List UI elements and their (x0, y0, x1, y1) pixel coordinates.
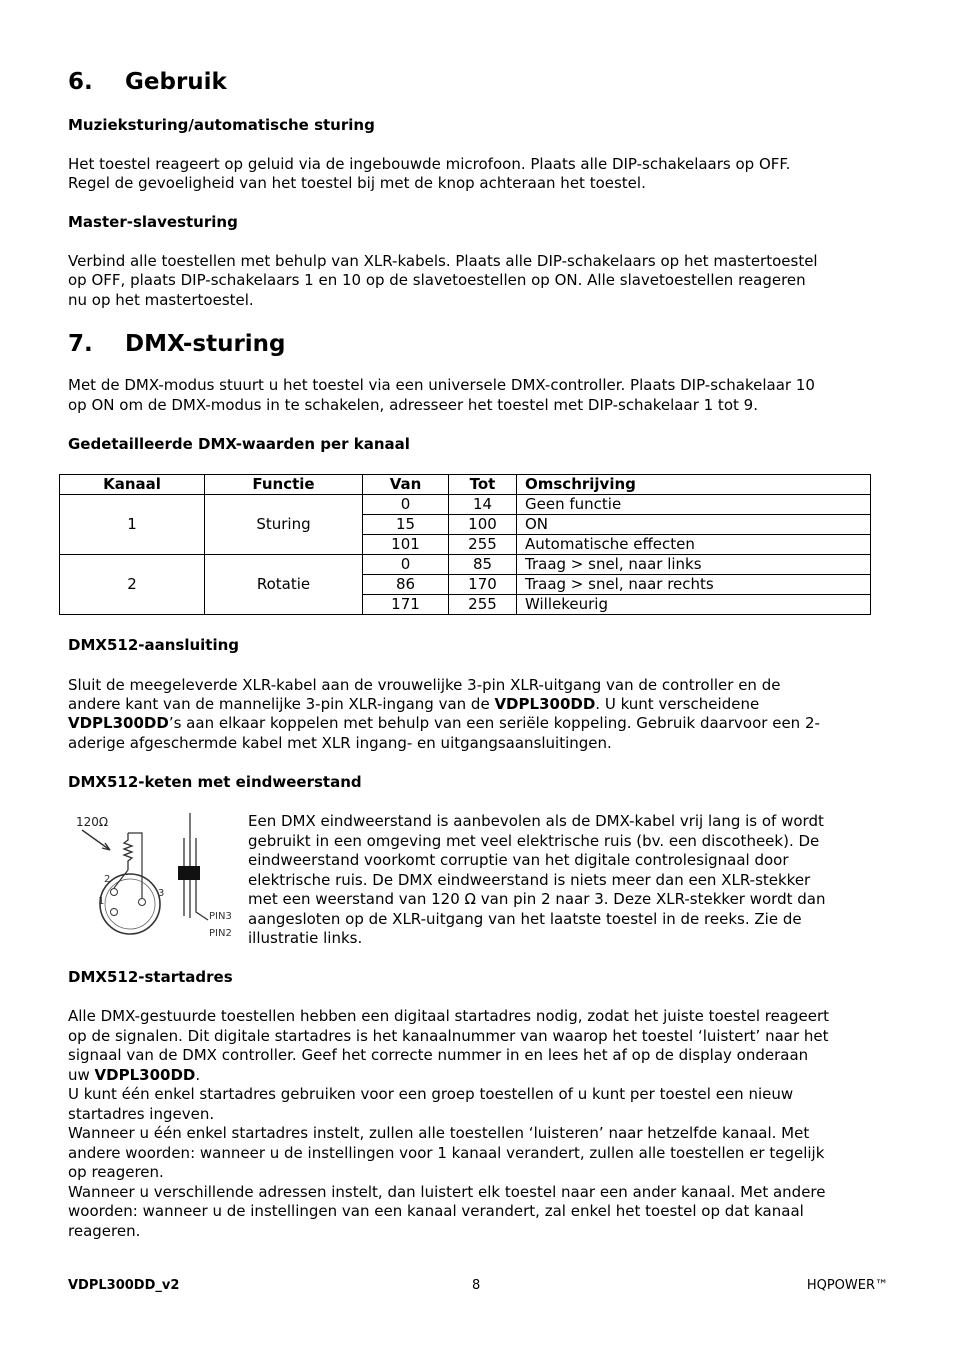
xlr-terminator-illustration (72, 808, 240, 940)
paragraph-line: woorden: wanneer u de instellingen van een kanaal verandert, zal enkel het toestel op dat kanaal (68, 1202, 804, 1220)
startadres-paragraph (68, 1007, 898, 1241)
paragraph-line: met een weerstand van 120 Ω van pin 2 naar 3. Deze XLR-stekker wordt dan (248, 890, 826, 908)
text-run: andere kant van de mannelijke 3-pin XLR-ingang van de (68, 695, 495, 713)
cell-functie: Sturing (205, 495, 363, 555)
paragraph-line: Het toestel reageert op geluid via de ingebouwde microfoon. Plaats alle DIP-schakelaars op OFF. (68, 155, 791, 173)
paragraph-line: reageren. (68, 1221, 141, 1240)
cell-omschrijving: Traag > snel, naar rechts (517, 575, 871, 595)
aansluiting-heading: DMX512-aansluiting (68, 636, 240, 654)
paragraph-line: Met de DMX-modus stuurt u het toestel via een universele DMX-controller. Plaats DIP-schakelaar 10 (68, 376, 815, 394)
music-heading: Muzieksturing/automatische sturing (68, 116, 375, 134)
cell-tot: 255 (449, 535, 517, 555)
paragraph-line: op ON om de DMX-modus in te schakelen, adresseer het toestel met DIP-schakelaar 1 tot 9. (68, 396, 758, 414)
paragraph-line: eindweerstand voorkomt corruptie van het digitale controlesignaal door (248, 851, 789, 869)
footer-brand: HQPOWER™ (806, 1278, 888, 1293)
footer-model: VDPL300DD_v2 (68, 1278, 180, 1293)
paragraph-line: gebruikt in een omgeving met veel elektrische ruis (bv. een discotheek). De (248, 831, 820, 850)
cell-van: 0 (363, 495, 449, 515)
cell-van: 86 (363, 575, 449, 595)
paragraph-line: Sluit de meegeleverde XLR-kabel aan de vrouwelijke 3-pin XLR-uitgang van de controller en de (68, 676, 781, 694)
table-row (60, 495, 871, 515)
cell-omschrijving: Geen functie (517, 495, 871, 515)
paragraph-line: Een DMX eindweerstand is aanbevolen als de DMX-kabel vrij lang is of wordt (248, 812, 824, 830)
pin-2 (111, 889, 118, 896)
cell-van: 0 (363, 555, 449, 575)
cell-tot: 170 (449, 575, 517, 595)
pin-number-1: 1 (98, 896, 105, 907)
section-6-heading (68, 68, 227, 96)
plug-band (178, 866, 200, 880)
paragraph-line: aderige afgeschermde kabel met XLR ingang- en uitgangsaansluitingen. (68, 734, 612, 752)
paragraph-line (68, 695, 759, 715)
paragraph-line: signaal van de DMX controller. Geef het correcte nummer in en lees het af op de display onderaan (68, 1046, 809, 1064)
table-heading: Gedetailleerde DMX-waarden per kanaal (68, 435, 410, 453)
cell-van: 15 (363, 515, 449, 535)
cell-tot: 85 (449, 555, 517, 575)
arrow-line (82, 830, 110, 850)
cell-tot: 255 (449, 595, 517, 615)
model-name: VDPL300DD (68, 714, 169, 732)
section-number: 6. (68, 69, 93, 95)
table-header-row (60, 475, 871, 495)
paragraph-line: Wanneer u één enkel startadres instelt, zullen alle toestellen ‘luisteren’ naar hetzelfde kanaal. Met (68, 1124, 810, 1142)
paragraph-line: Alle DMX-gestuurde toestellen hebben een digitaal startadres nodig, zodat het juiste toestel reageert (68, 1007, 830, 1025)
paragraph-line: andere woorden: wanneer u de instellingen voor 1 kanaal verandert, zullen alle toestellen er tegelijk (68, 1143, 825, 1162)
cell-van: 101 (363, 535, 449, 555)
text-run: . (195, 1065, 201, 1084)
col-header-tot: Tot (449, 475, 517, 495)
paragraph-line: aangesloten op de XLR-uitgang van het laatste toestel in de reeks. Zie de (248, 909, 802, 928)
paragraph-line: Verbind alle toestellen met behulp van XLR-kabels. Plaats alle DIP-schakelaars op het mastertoestel (68, 252, 818, 270)
keten-heading: DMX512-keten met eindweerstand (68, 773, 362, 791)
text-run: ’s aan elkaar koppelen met behulp van een seriële koppeling. Gebruik daarvoor een 2- (168, 714, 820, 732)
paragraph-line: op de signalen. Dit digitale startadres is het kanaalnummer van waarop het toestel ‘luistert’ naar het (68, 1026, 829, 1045)
cell-omschrijving: Automatische effecten (517, 535, 871, 555)
section-title: Gebruik (125, 69, 227, 95)
master-heading: Master-slavesturing (68, 213, 238, 231)
pin-number-3: 3 (158, 888, 165, 899)
paragraph-line: op OFF, plaats DIP-schakelaars 1 en 10 op de slavetoestellen op ON. Alle slavetoestellen reageren (68, 271, 806, 289)
paragraph-line (68, 714, 820, 734)
startadres-heading: DMX512-startadres (68, 968, 233, 986)
cell-tot: 14 (449, 495, 517, 515)
cell-tot: 100 (449, 515, 517, 535)
cell-omschrijving: ON (517, 515, 871, 535)
pin2-label: PIN2 (209, 928, 232, 939)
cell-kanaal: 2 (60, 555, 205, 615)
col-header-functie: Functie (205, 475, 363, 495)
paragraph-line: U kunt één enkel startadres gebruiken voor een groep toestellen of u kunt per toestel een nieuw (68, 1085, 794, 1103)
keten-paragraph (248, 812, 888, 949)
col-header-kanaal: Kanaal (60, 475, 205, 495)
section-number: 7. (68, 331, 93, 357)
section-7-heading (68, 330, 286, 358)
paragraph-line: illustratie links. (248, 929, 363, 947)
xlr-connector-rim (105, 879, 155, 929)
paragraph-line: startadres ingeven. (68, 1104, 215, 1123)
paragraph-line: op reageren. (68, 1163, 164, 1181)
paragraph-line: Regel de gevoeligheid van het toestel bij met de knop achteraan het toestel. (68, 174, 646, 192)
cell-functie: Rotatie (205, 555, 363, 615)
text-run: uw (68, 1065, 95, 1084)
paragraph-line (68, 1066, 898, 1086)
footer-page-number: 8 (472, 1278, 481, 1293)
resistor-symbol (124, 833, 132, 870)
resistor-label: 120Ω (76, 815, 109, 829)
plug-pins (184, 880, 208, 920)
pin-number-2: 2 (104, 874, 111, 885)
text-run: . U kunt verscheidene (595, 695, 760, 713)
dmx-values-table (59, 474, 871, 615)
pin-1 (111, 909, 118, 916)
paragraph-line: nu op het mastertoestel. (68, 291, 254, 309)
wire-pin3 (128, 833, 142, 898)
cell-omschrijving: Willekeurig (517, 595, 871, 615)
model-name: VDPL300DD (94, 1065, 196, 1084)
cell-van: 171 (363, 595, 449, 615)
col-header-omschrijving: Omschrijving (517, 475, 871, 495)
section-title: DMX-sturing (125, 331, 286, 357)
paragraph-line: elektrische ruis. De DMX eindweerstand is niets meer dan een XLR-stekker (248, 870, 811, 889)
plug-wires-top (184, 813, 196, 866)
cell-omschrijving: Traag > snel, naar links (517, 555, 871, 575)
cell-kanaal: 1 (60, 495, 205, 555)
table-row (60, 555, 871, 575)
pin3-label: PIN3 (209, 911, 232, 922)
pin-3 (139, 899, 146, 906)
paragraph-line: Wanneer u verschillende adressen instelt, dan luistert elk toestel naar een ander kanaal. Met andere (68, 1182, 826, 1201)
model-name: VDPL300DD (494, 695, 596, 713)
col-header-van: Van (363, 475, 449, 495)
